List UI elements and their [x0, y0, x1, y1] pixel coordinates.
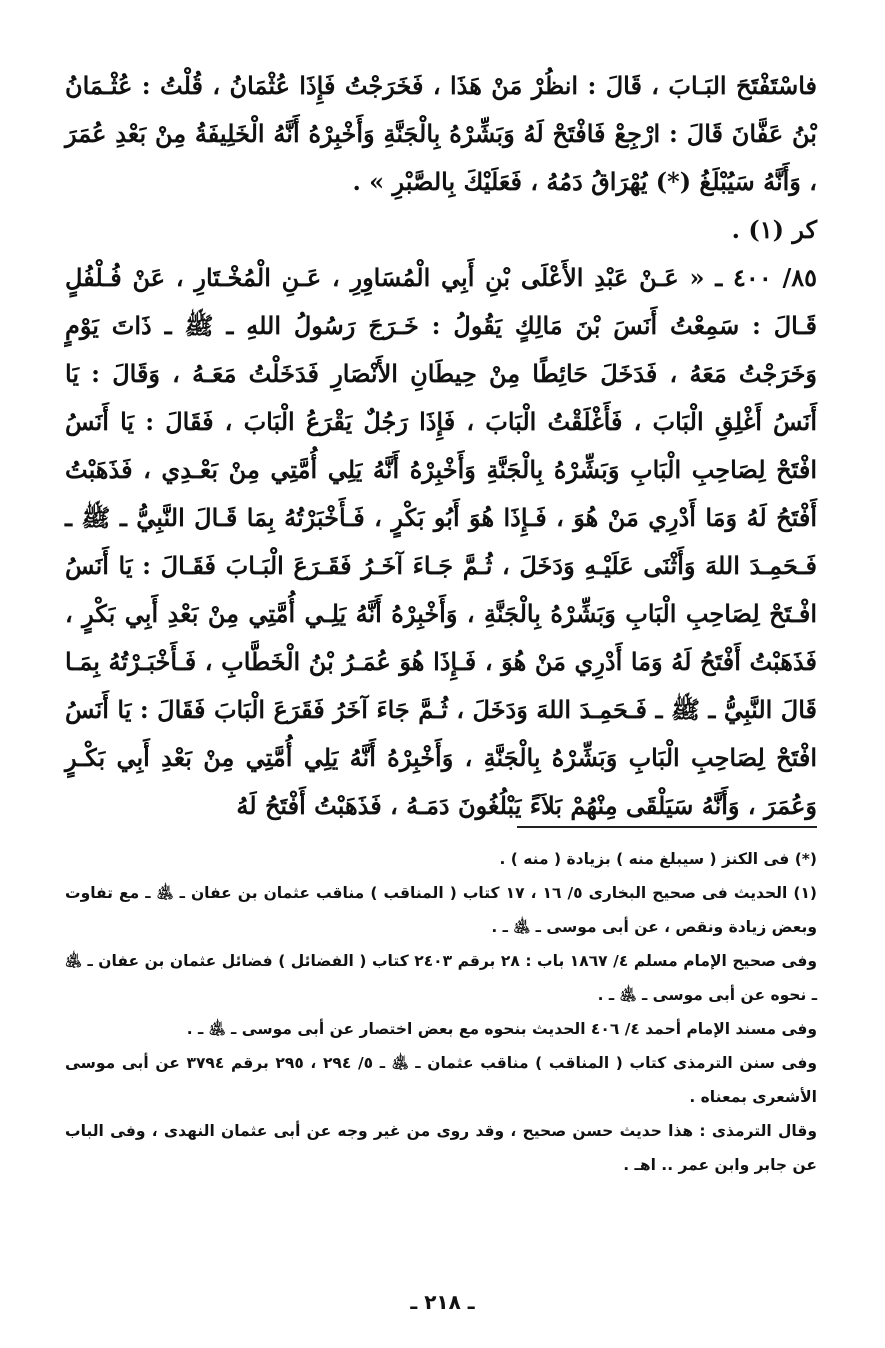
footnote-1: (١) الحديث فى صحيح البخارى ٥/ ١٦ ، ١٧ كتاب ( المناقب ) مناقب عثمان بن عفان ـ ﵁ ـ مع تفاوت وبعض زيادة ونقص ، عن أبى موسى ـ ﵁ ـ . [65, 884, 817, 936]
footnote-1-tirmidhi: وفى سنن الترمذى كتاب ( المناقب ) مناقب عثمان ـ ﵁ ـ ٥/ ٢٩٤ ، ٢٩٥ برقم ٣٧٩٤ عن أبى موسى الأشعرى بمعناه . [65, 1054, 818, 1106]
footnote-star: (*) فى الكنز ( سيبلغ منه ) بزيادة ( منه ) . [499, 850, 817, 868]
footnote-1-muslim: وفى صحيح الإمام مسلم ٤/ ١٨٦٧ باب : ٢٨ برقم ٢٤٠٣ كتاب ( الفضائل ) فضائل عثمان بن عفان ـ ﵁ ـ نحوه عن أبى موسى ـ ﵁ ـ . [65, 952, 817, 1004]
page-number: ـ ٢١٨ ـ [410, 1290, 475, 1314]
footnote-1-tirmidhi-comment: وقال الترمذى : هذا حديث حسن صحيح ، وقد روى من غير وجه عن أبى عثمان النهدى ، وفى الباب عن جابر وابن عمر .. اهـ . [65, 1122, 817, 1174]
paragraph-1: فاسْتَفْتَحَ البَـابَ ، قَالَ : انظُرْ مَنْ هَذَا ، فَخَرَجْتُ فَإِذَا عُثْمَانُ ، قُلْتُ : عُثْـمَانُ بْنُ عَفَّانَ قَالَ : ارْجِعْ فَافْتَحْ لَهُ وَبَشِّرْهُ بِالْجَنَّةِ وَأَخْبِرْهُ أَنَّهُ الْخَلِيفَةُ مِنْ بَعْدِ عُمَرَ ، وَأَنَّهُ سَيُبْلَغُ (*) يُهْرَاقُ دَمُهُ ، فَعَلَيْكَ بِالصَّبْرِ » . [65, 71, 817, 196]
paragraph-2: كر (١) . [731, 215, 817, 244]
main-text [65, 62, 817, 830]
footnote-1-ahmad: وفى مسند الإمام أحمد ٤/ ٤٠٦ الحديث بنحوه مع بعض اختصار عن أبى موسى ـ ﵁ ـ . [186, 1020, 817, 1038]
paragraph-3: ٨٥/ ٤٠٠ ـ « عَـنْ عَبْدِ الأَعْلَى بْنِ أَبِي الْمُسَاوِرِ ، عَـنِ الْمُخْـتَارِ ، عَنْ فُـلْفُلٍ قَـالَ : سَمِعْتُ أَنَسَ بْنَ مَالِكٍ يَقُولُ : خَـرَجَ رَسُولُ اللهِ ـ ﷺ ـ ذَاتَ يَوْمٍ وَخَرَجْتُ مَعَهُ ، فَدَخَلَ حَائِطًا مِنْ حِيطَانِ الأَنْصَارِ فَدَخَلْتُ مَعَـهُ ، وَقَالَ : يَا أَنَسُ أَغْلِقِ الْبَابَ ، فَأَغْلَقْتُ الْبَابَ ، فَإِذَا رَجُلٌ يَقْرَعُ الْبَابَ ، فَقَالَ : يَا أَنَسُ افْتَحْ لِصَاحِبِ الْبَابِ وَبَشِّرْهُ بِالْجَنَّةِ وَأَخْبِرْهُ أَنَّهُ يَلِي أُمَّتِي مِنْ بَعْـدِي ، فَذَهَبْتُ أَفْتَحُ لَهُ وَمَا أَدْرِي مَنْ هُوَ ، فَـإِذَا هُوَ أَبُو بَكْرٍ ، فَـأَخْبَرْتُهُ بِمَا قَـالَ النَّبِيُّ ـ ﷺ ـ فَـحَمِـدَ اللهَ وَأَثْنَى عَلَيْـهِ وَدَخَلَ ، ثُـمَّ جَـاءَ آخَـرُ فَقَـرَعَ الْبَـابَ فَقَـالَ : يَا أَنَسُ افْـتَحْ لِصَاحِبِ الْبَابِ وَبَشِّرْهُ بِالْجَنَّةِ ، وَأَخْبِرْهُ أَنَّهُ يَلِـي أُمَّتِي مِنْ بَعْدِ أَبِي بَكْرٍ ، فَذَهَبْتُ أَفْتَحُ لَهُ وَمَا أَدْرِي مَنْ هُوَ ، فَـإِذَا هُوَ عُمَـرُ بْنُ الْخَطَّابِ ، فَـأَخْبَـرْتُهُ بِمَـا قَالَ النَّبِيُّ ـ ﷺ ـ فَـحَمِـدَ اللهَ وَدَخَلَ ، ثُـمَّ جَاءَ آخَرُ فَقَرَعَ الْبَابَ فَقَالَ : يَا أَنَسُ افْتَحْ لِصَاحِبِ الْبَابِ وَبَشِّرْهُ بِالْجَنَّةِ ، وَأَخْبِرْهُ أَنَّهُ يَلِي أُمَّتِي مِنْ بَعْدِ أَبِي بَكْـرٍ وَعُمَرَ ، وَأَنَّهُ سَيَلْقَى مِنْهُمْ بَلاَءً يَبْلُغُونَ دَمَـهُ ، فَذَهَبْتُ أَفْتَحُ لَهُ [65, 263, 818, 820]
footnotes [65, 842, 817, 1182]
footnote-divider [517, 826, 817, 828]
